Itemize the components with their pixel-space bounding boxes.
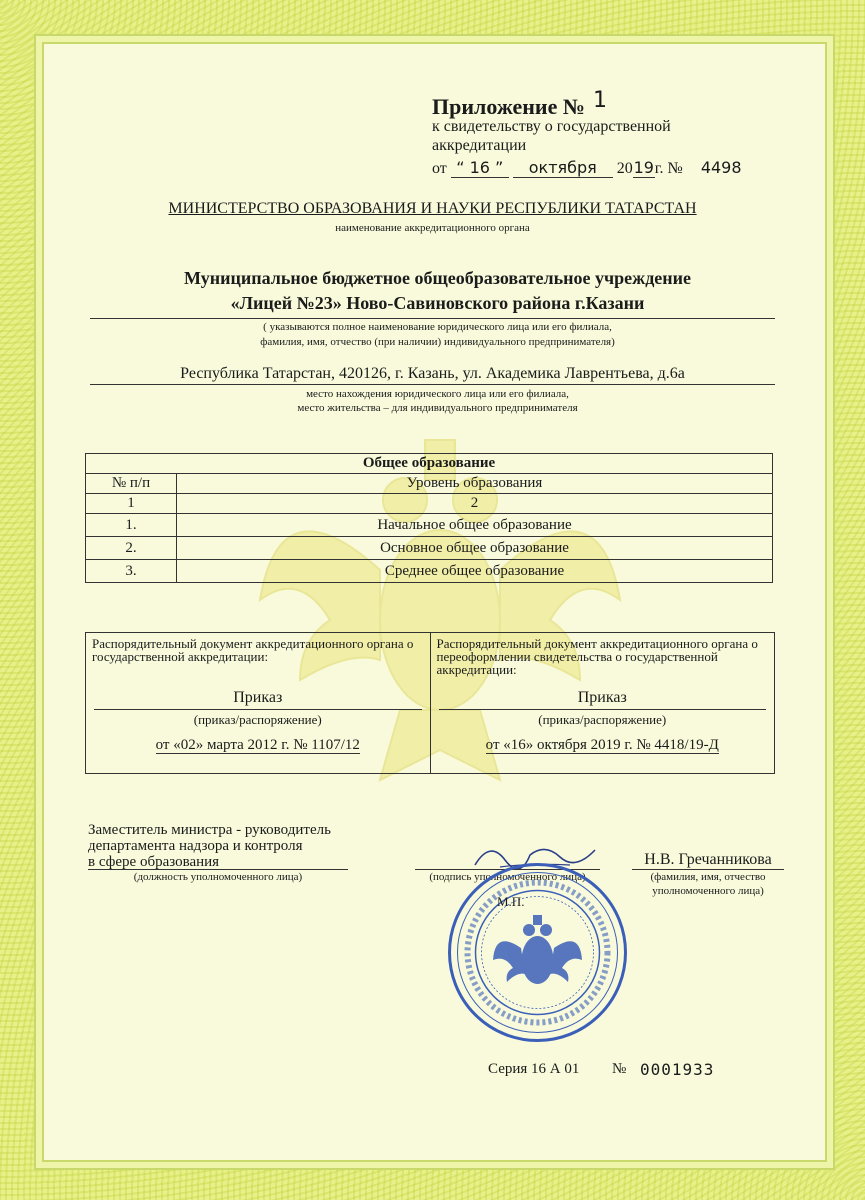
accreditation-documents-box (85, 632, 775, 774)
official-seal-icon (445, 860, 630, 1045)
organization-name-line2: «Лицей №23» Ново-Савиновского района г.Казани (230, 293, 645, 313)
row-number: 3. (86, 560, 177, 583)
date-day: “ 16 ” (451, 158, 509, 178)
signature-caption: (подпись уполномоченного лица) (429, 871, 586, 883)
document-original-underline (94, 709, 422, 710)
document-reissue-underline (439, 709, 767, 710)
row-level: Основное общее образование (177, 537, 773, 560)
document-reissue-heading: Распорядительный документ аккредитационного органа о переоформлении свидетельства о государственной аккредитации: (436, 636, 758, 677)
position-line1: Заместитель министра - руководитель (88, 822, 331, 838)
organization-caption-line2: фамилия, имя, отчество (при наличии) индивидуального предпринимателя) (260, 336, 615, 348)
row-number: 2. (86, 537, 177, 560)
stamp-place-label: М.П. (497, 894, 525, 909)
position-underline (88, 869, 348, 870)
document-original-caption: (приказ/распоряжение) (193, 712, 322, 727)
table-row (86, 537, 773, 560)
name-caption-line2: уполномоченного лица) (652, 885, 764, 897)
table-row (86, 514, 773, 537)
address-caption-line1: место нахождения юридического лица или его филиала, (306, 388, 569, 400)
document-original-type: Приказ (233, 689, 283, 706)
date-prefix: от (432, 160, 447, 177)
form-number-label: № (612, 1061, 627, 1077)
appendix-date-line (432, 158, 742, 178)
header-level: Уровень образования (177, 474, 773, 494)
organization-address: Республика Татарстан, 420126, г. Казань, ул. Академика Лаврентьева, д.6а (90, 365, 775, 385)
organization-caption-line1: ( указываются полное наименование юридического лица или его филиала, (263, 321, 612, 333)
document-original-heading: Распорядительный документ аккредитационного органа о государственной аккредитации: (92, 636, 414, 664)
form-series: Серия 16 А 01 (488, 1061, 580, 1077)
column-number-2: 2 (177, 494, 773, 514)
authority-caption: наименование аккредитационного органа (335, 222, 530, 234)
address-caption-line2: место жительства – для индивидуального предпринимателя (297, 402, 578, 414)
appendix-subtitle-line2: аккредитации (432, 137, 527, 154)
name-caption-line1: (фамилия, имя, отчество (650, 871, 766, 883)
document-reissue-reference: от «16» октября 2019 г. № 4418/19-Д (485, 737, 719, 753)
document-original-reference: от «02» марта 2012 г. № 1107/12 (155, 737, 360, 753)
organization-name-line1: Муниципальное бюджетное общеобразовательное учреждение (183, 268, 692, 288)
year-prefix: 20 (616, 160, 633, 177)
document-reissue-caption: (приказ/распоряжение) (538, 712, 667, 727)
document-reissue (431, 633, 775, 773)
appendix-title: Приложение № (432, 94, 585, 119)
year-suffix: 19 (633, 158, 654, 177)
certificate-number: 4498 (700, 158, 742, 177)
header-number: № п/п (86, 474, 177, 494)
signatory-position (88, 822, 331, 870)
date-month: октября (513, 158, 613, 178)
row-number: 1. (86, 514, 177, 537)
position-line2: департамента надзора и контроля (88, 838, 303, 854)
table-row (86, 560, 773, 583)
authority-name: МИНИСТЕРСТВО ОБРАЗОВАНИЯ И НАУКИ РЕСПУБЛИКИ ТАТАРСТАН (168, 200, 697, 217)
year-unit: г. № (654, 160, 683, 177)
position-line3: в сфере образования (88, 854, 220, 870)
position-caption: (должность уполномоченного лица) (133, 871, 303, 883)
education-levels-table (85, 453, 773, 583)
column-number-1: 1 (86, 494, 177, 514)
signatory-name: Н.В. Гречанникова (632, 851, 784, 870)
row-level: Среднее общее образование (177, 560, 773, 583)
organization-underline (90, 318, 775, 319)
table-title: Общее образование (86, 454, 773, 474)
appendix-number: 1 (593, 88, 607, 113)
document-original (86, 633, 431, 773)
form-number: 0001933 (640, 1060, 715, 1079)
appendix-subtitle-line1: к свидетельству о государственной (432, 118, 671, 135)
document-reissue-type: Приказ (577, 689, 627, 706)
row-level: Начальное общее образование (177, 514, 773, 537)
